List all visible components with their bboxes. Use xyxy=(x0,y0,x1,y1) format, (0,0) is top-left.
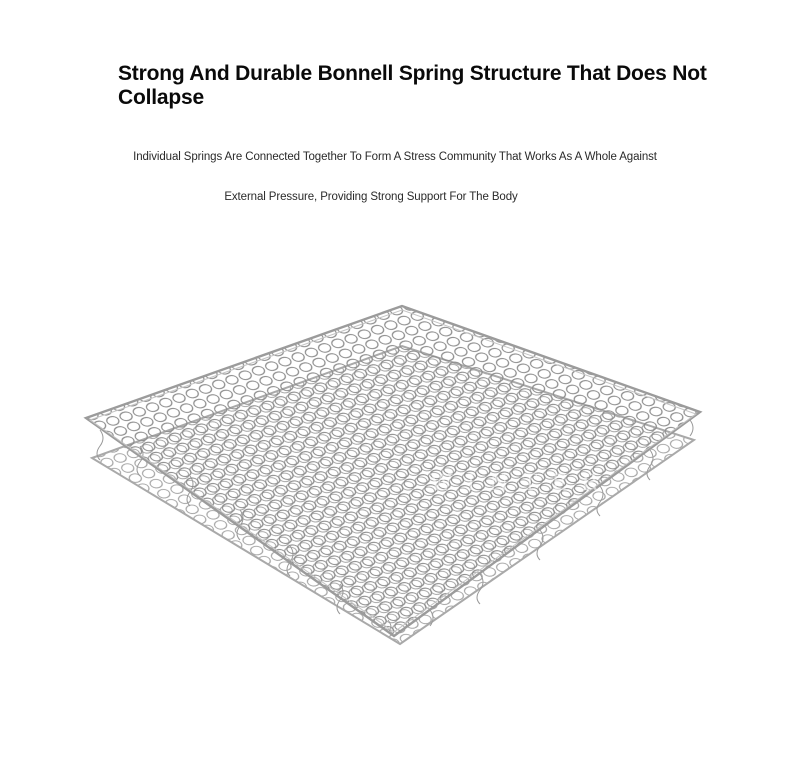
watermark-text: WINTER xyxy=(430,471,612,496)
description-line-2: External Pressure, Providing Strong Support For The Body xyxy=(224,191,518,203)
description-line-1: Individual Springs Are Connected Together To Form A Stress Community That Works As A Whole Against xyxy=(133,151,657,163)
section-headline: Strong And Durable Bonnell Spring Structure That Does Not Collapse xyxy=(118,62,707,109)
spring-unit-image xyxy=(70,290,720,660)
spring-unit-illustration xyxy=(70,290,720,660)
